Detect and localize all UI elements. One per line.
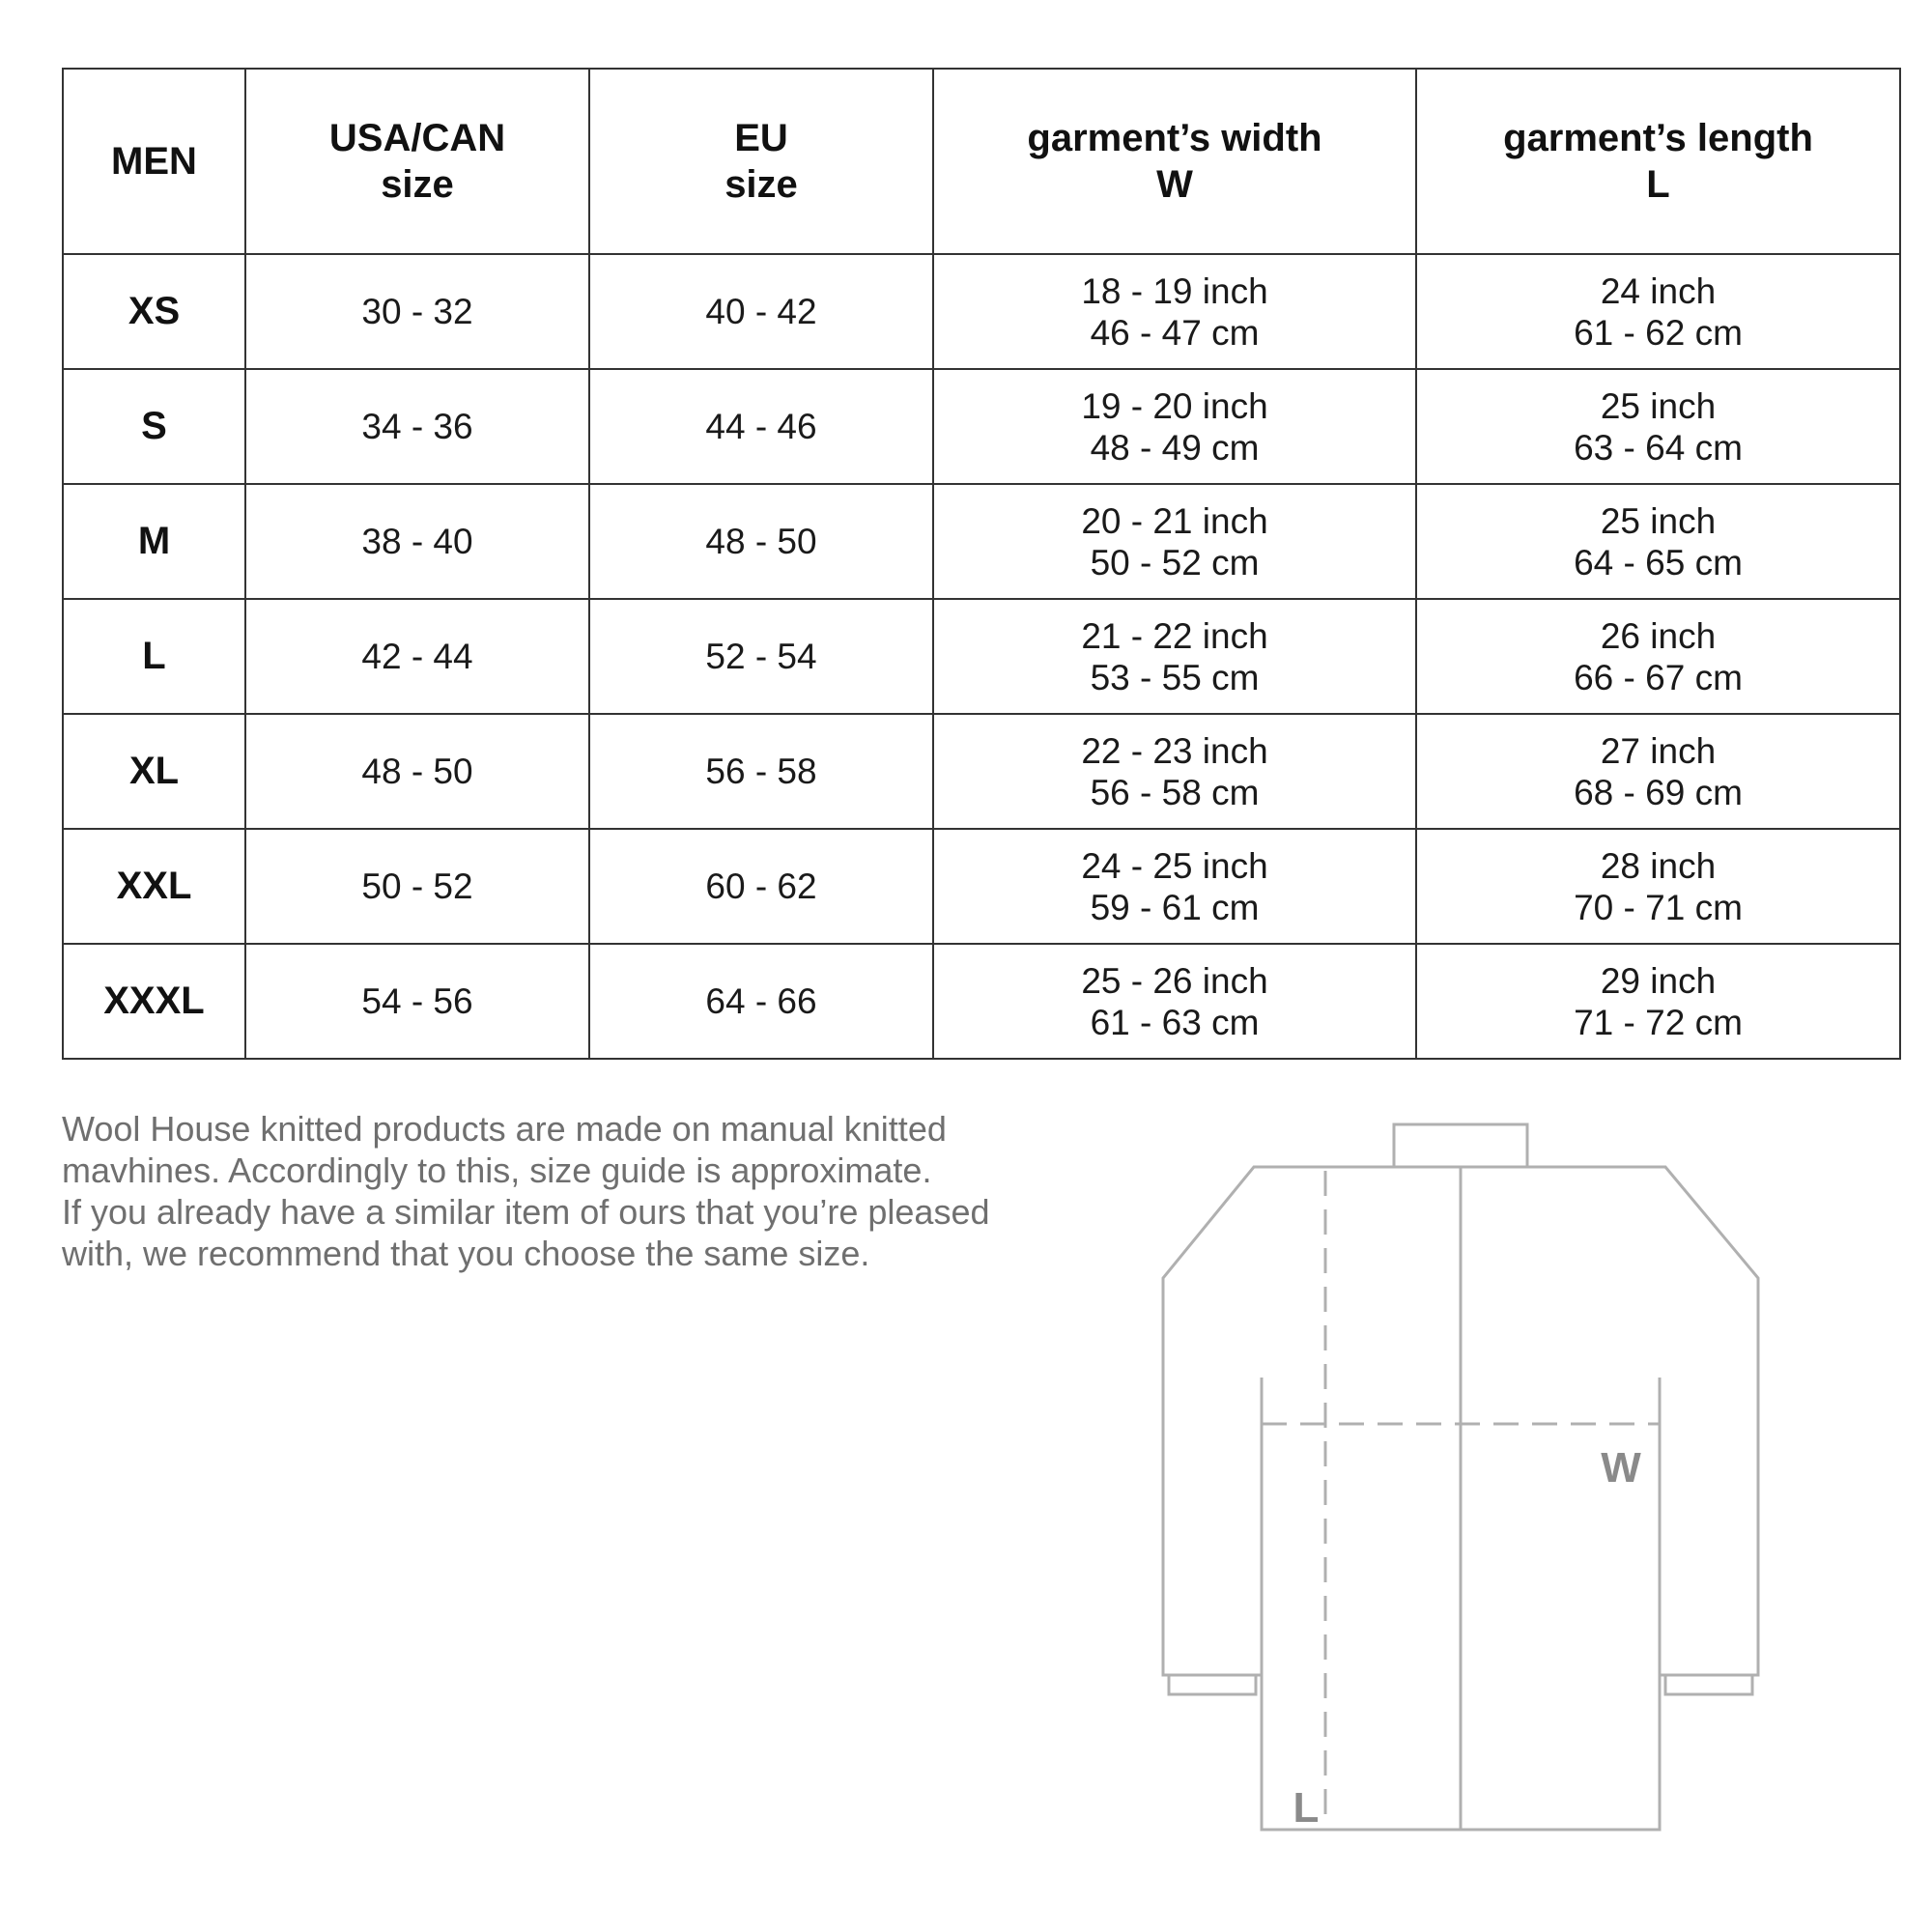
garment-outline — [1163, 1124, 1758, 1830]
header-eu-line2: size — [724, 163, 798, 206]
length-inch: 26 inch — [1600, 615, 1717, 656]
width-cm: 59 - 61 cm — [1090, 887, 1260, 927]
size-guide-note — [62, 1108, 1105, 1274]
right-cuff — [1665, 1675, 1752, 1694]
size-cell: L — [63, 599, 245, 714]
length-inch: 24 inch — [1600, 270, 1717, 311]
note-line: mavhines. Accordingly to this, size guide is approximate. — [62, 1151, 932, 1190]
eu-cell: 44 - 46 — [589, 369, 933, 484]
width-inch: 21 - 22 inch — [1081, 615, 1268, 656]
width-inch: 24 - 25 inch — [1081, 845, 1268, 886]
length-cm: 68 - 69 cm — [1574, 772, 1743, 812]
width-cm: 61 - 63 cm — [1090, 1002, 1260, 1042]
width-label: W — [1601, 1444, 1641, 1492]
width-inch: 22 - 23 inch — [1081, 730, 1268, 771]
length-inch: 25 inch — [1600, 385, 1717, 426]
eu-cell: 60 - 62 — [589, 829, 933, 944]
table-row — [63, 484, 1900, 599]
left-cuff — [1169, 1675, 1256, 1694]
length-inch: 27 inch — [1600, 730, 1717, 771]
width-inch: 18 - 19 inch — [1081, 270, 1268, 311]
width-cell — [933, 254, 1416, 369]
header-width-line2: W — [1156, 163, 1193, 206]
size-cell: M — [63, 484, 245, 599]
length-inch: 28 inch — [1600, 845, 1717, 886]
header-usa-can-line1: USA/CAN — [328, 117, 506, 159]
length-cell — [1416, 944, 1900, 1059]
header-men-label: MEN — [111, 140, 197, 183]
length-cell — [1416, 369, 1900, 484]
eu-cell: 64 - 66 — [589, 944, 933, 1059]
length-cell — [1416, 484, 1900, 599]
usa-can-cell: 54 - 56 — [245, 944, 589, 1059]
size-cell: S — [63, 369, 245, 484]
note-line: If you already have a similar item of ours that you’re pleased — [62, 1192, 990, 1232]
header-length-line2: L — [1646, 163, 1670, 206]
length-cell — [1416, 599, 1900, 714]
table-row — [63, 714, 1900, 829]
table-row — [63, 369, 1900, 484]
header-width-line1: garment’s width — [1027, 117, 1322, 159]
table-row — [63, 254, 1900, 369]
header-men — [63, 69, 245, 254]
width-cm: 53 - 55 cm — [1090, 657, 1260, 697]
length-cm: 70 - 71 cm — [1574, 887, 1743, 927]
eu-cell: 52 - 54 — [589, 599, 933, 714]
length-inch: 25 inch — [1600, 500, 1717, 541]
width-cell — [933, 829, 1416, 944]
header-eu-size — [589, 69, 933, 254]
table-row — [63, 829, 1900, 944]
table-header-row — [63, 69, 1900, 254]
header-usa-can-size — [245, 69, 589, 254]
eu-cell: 40 - 42 — [589, 254, 933, 369]
usa-can-cell: 38 - 40 — [245, 484, 589, 599]
usa-can-cell: 34 - 36 — [245, 369, 589, 484]
length-cm: 63 - 64 cm — [1574, 427, 1743, 468]
width-inch: 20 - 21 inch — [1081, 500, 1268, 541]
length-cm: 66 - 67 cm — [1574, 657, 1743, 697]
header-usa-can-line2: size — [381, 163, 454, 206]
length-cell — [1416, 829, 1900, 944]
length-cm: 64 - 65 cm — [1574, 542, 1743, 582]
width-cell — [933, 944, 1416, 1059]
usa-can-cell: 48 - 50 — [245, 714, 589, 829]
width-cm: 50 - 52 cm — [1090, 542, 1260, 582]
length-cm: 61 - 62 cm — [1574, 312, 1743, 353]
note-line: Wool House knitted products are made on manual knitted — [62, 1109, 947, 1149]
size-cell: XXL — [63, 829, 245, 944]
width-cell — [933, 484, 1416, 599]
size-chart-table — [62, 68, 1901, 1060]
width-cm: 48 - 49 cm — [1090, 427, 1260, 468]
collar — [1394, 1124, 1527, 1167]
header-eu-line1: EU — [734, 117, 788, 159]
usa-can-cell: 42 - 44 — [245, 599, 589, 714]
width-cell — [933, 599, 1416, 714]
eu-cell: 48 - 50 — [589, 484, 933, 599]
width-inch: 25 - 26 inch — [1081, 960, 1268, 1001]
header-garment-width — [933, 69, 1416, 254]
table-row — [63, 944, 1900, 1059]
garment-measurement-diagram — [1150, 1111, 1787, 1845]
width-cell — [933, 714, 1416, 829]
note-line: with, we recommend that you choose the same size. — [62, 1234, 870, 1273]
size-cell: XS — [63, 254, 245, 369]
size-cell: XXXL — [63, 944, 245, 1059]
size-cell: XL — [63, 714, 245, 829]
width-cm: 56 - 58 cm — [1090, 772, 1260, 812]
table-row — [63, 599, 1900, 714]
header-garment-length — [1416, 69, 1900, 254]
length-cell — [1416, 254, 1900, 369]
length-inch: 29 inch — [1600, 960, 1717, 1001]
usa-can-cell: 30 - 32 — [245, 254, 589, 369]
length-cm: 71 - 72 cm — [1574, 1002, 1743, 1042]
eu-cell: 56 - 58 — [589, 714, 933, 829]
length-cell — [1416, 714, 1900, 829]
header-length-line1: garment’s length — [1503, 117, 1813, 159]
width-cell — [933, 369, 1416, 484]
usa-can-cell: 50 - 52 — [245, 829, 589, 944]
length-label: L — [1293, 1784, 1320, 1832]
width-inch: 19 - 20 inch — [1081, 385, 1268, 426]
width-cm: 46 - 47 cm — [1090, 312, 1260, 353]
